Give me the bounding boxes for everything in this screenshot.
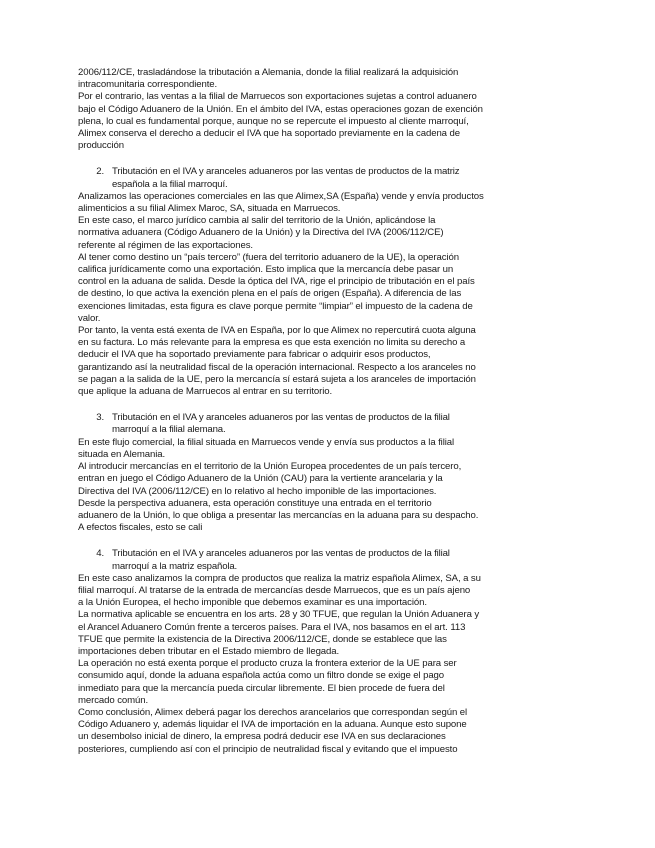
section-4-heading <box>78 548 578 572</box>
section-2-paragraph: Por tanto, la venta está exenta de IVA en España, por lo que Alimex no repercutirá cuota alguna en su factura. Lo más relevante para la empresa es que esta exención no limita su derecho a deducir el IVA que ha soportado previamente para fabricar o adquirir esos productos, garantizando así la neutralidad fiscal de la operación internacional. Respecto a los aranceles no se pagan a la salida de la UE, pero la mercancía sí estará sujeta a los aranceles de importación que aplique la aduana de Marruecos al entrar en su territorio. <box>78 325 476 398</box>
section-2-paragraph: Al tener como destino un “país tercero” (fuera del territorio aduanero de la UE), la operación califica jurídicamente como una exportación. Esto implica que la mercancía debe pasar un control en la aduana de salida. Desde la óptica del IVA, rige el principio de tributación en el país de destino, lo que activa la exención plena en el país de origen (España). A diferencia de las exenciones limitadas, esta figura es clave porque permite “limpiar” el impuesto de la cadena de valor. <box>78 251 475 324</box>
section-2-paragraph: Analizamos las operaciones comerciales en las que Alimex,SA (España) vende y envía productos alimenticios a su filial Alimex Maroc, SA, situada en Marruecos. <box>78 190 484 215</box>
section-4-paragraph: La operación no está exenta porque el producto cruza la frontera exterior de la UE para ser consumido aquí, donde la aduana española actúa como un filtro donde se exige el pago inmediato para que la mercancía pueda circular libremente. El bien procede de fuera del mercado común. <box>78 658 457 706</box>
section-4-number: 4. <box>96 548 104 560</box>
intro-paragraph-1: 2006/112/CE, trasladándose la tributación a Alemania, donde la filial realizará la adquisición intracomunitaria correspondiente. <box>78 67 459 91</box>
section-3-paragraph: Al introducir mercancías en el territorio de la Unión Europea procedentes de un país tercero, entran en juego el Código Aduanero de la Unión (CAU) para la vertiente arancelaria y la Directiva del IVA (2006/112/CE) en lo relativo al hecho imponible de las importaciones. <box>78 461 462 497</box>
document-body <box>78 67 578 756</box>
section-3-paragraph: A efectos fiscales, esto se cali <box>78 522 203 534</box>
section-3-title: Tributación en el IVA y aranceles aduaneros por las ventas de productos de la filial marroquí a la filial alemana. <box>112 412 450 436</box>
section-2-title: Tributación en el IVA y aranceles aduaneros por las ventas de productos de la matriz española a la filial marroquí. <box>112 166 460 190</box>
section-4-paragraph: Como conclusión, Alimex deberá pagar los derechos arancelarios que correspondan según el Código Aduanero y, además liquidar el IVA de importación en la aduana. Aunque esto supone un desembolso inicial de dinero, la empresa podrá deducir ese IVA en sus declaraciones posteriores, cumpliendo así con el principio de neutralidad fiscal y evitando que el impuesto <box>78 706 468 755</box>
section-4-paragraph: La normativa aplicable se encuentra en los arts. 28 y 30 TFUE, que regulan la Unión Aduanera y el Arancel Aduanero Común frente a terceros países. Para el IVA, nos basamos en el art. 113 TFUE que permite la existencia de la Directiva 2006/112/CE, donde se establece que las importaciones deben tributar en el Estado miembro de llegada. <box>78 609 480 657</box>
section-4-paragraph: En este caso analizamos la compra de productos que realiza la matriz española Alimex, SA, a su filial marroquí. Al tratarse de la entrada de mercancías desde Marruecos, que es un país ajeno a la Unión Europea, el hecho imponible que debemos examinar es una importación. <box>78 572 481 609</box>
section-2-heading <box>78 166 578 190</box>
section-3-number: 3. <box>96 412 104 424</box>
section-2-paragraph: En este caso, el marco jurídico cambia al salir del territorio de la Unión, aplicándose la normativa aduanera (Código Aduanero de la Unión) y la Directiva del IVA (2006/112/CE) referente al régimen de las exportaciones. <box>78 215 444 251</box>
section-2-number: 2. <box>96 166 104 178</box>
intro-paragraph-2: Por el contrario, las ventas a la filial de Marruecos son exportaciones sujetas a control aduanero bajo el Código Aduanero de la Unión. En el ámbito del IVA, estas operaciones gozan de exención plena, lo cual es fundamental porque, aunque no se repercute el impuesto al cliente marroquí, Alimex conserva el derecho a deducir el IVA que ha soportado previamente en la cadena de producción <box>78 91 483 152</box>
section-3-paragraph: En este flujo comercial, la filial situada en Marruecos vende y envía sus productos a la filial situada en Alemania. <box>78 436 455 460</box>
section-3-heading <box>78 412 578 436</box>
section-3-paragraph: Desde la perspectiva aduanera, esta operación constituye una entrada en el territorio aduanero de la Unión, lo que obliga a presentar las mercancías en la aduana para su despacho. <box>78 497 479 521</box>
section-4-title: Tributación en el IVA y aranceles aduaneros por las ventas de productos de la filial marroquí a la matriz española. <box>112 548 450 572</box>
